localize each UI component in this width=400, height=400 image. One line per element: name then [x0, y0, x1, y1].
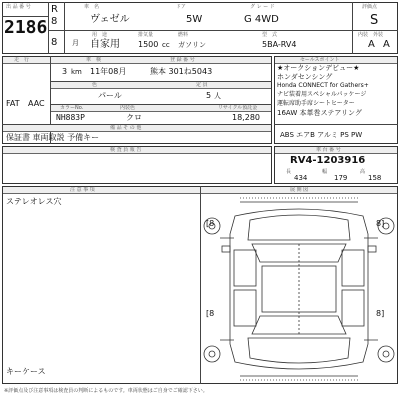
grade: G 4WD: [244, 14, 279, 25]
exterior-grade: A: [383, 39, 390, 50]
interior-grade: A: [368, 39, 375, 50]
price: 18,280: [232, 113, 260, 122]
mileage: 3: [62, 67, 68, 76]
length: 434: [294, 174, 308, 182]
sales-point-item: Honda CONNECT for Gathers+: [277, 82, 369, 89]
auction-sheet: 出 品 番 号 2186 R 8 8 月 車 名 ドア グ レ ー ド 評価点 ヴェゼル 5W G 4WD S 用 途 排気量 燃料 型 式 内装 外装 自家用 1500 cc ガソリン 5BA-RV4 A A 走 行 車 検 登 録 番 号 3 km 11年08月 熊本 301ね5043 色 定 員 FAT AAC パール 5 人 カラーNo. 内装色 リサイクル預託金 NH883P クロ 18,280 備 品 そ の 他 保証書 車両取説 予備キー セールスポイント ★オークションデビュー★ ホンダセンシング Honda CONNECT for Gathers+ ナビ装着用スペシャルパッケージ 運転席助手席シートヒーター 16AW 本革巻ステアリング ABS エアB アルミ PS PW 検 査 員 報 告 車 台 番 号 RV4-1203916 長 434 幅 179 高 158 注 意 事 項 展 開 図 ステレオレス穴 キーケース [8 8] [8 8] ※評価点及び注意事項は検査員の判断によるものです。車両状態はご自身でご確認下さい。: [0, 0, 400, 400]
shift: FAT: [6, 99, 20, 108]
remark-bottom: キーケース: [6, 367, 46, 376]
sales-point-item: 運転席助手席シートヒーター: [277, 100, 355, 107]
documents: 保証書 車両取説 予備キー: [6, 133, 100, 142]
model-code: 5BA-RV4: [262, 40, 297, 49]
color: パール: [98, 91, 122, 100]
damage-mark: [8: [206, 309, 215, 318]
capacity-unit: 人: [214, 92, 221, 100]
displacement-unit: cc: [162, 41, 170, 49]
score: S: [370, 13, 379, 28]
sales-point-item: ナビ装着用スペシャルパッケージ: [277, 91, 367, 98]
year-number: 8: [51, 16, 58, 27]
footer-note: ※評価点及び注意事項は検査員の判断によるものです。車両状態はご自身でご確認下さい。: [4, 388, 208, 394]
usage: 自家用: [90, 39, 120, 50]
doors: 5W: [186, 14, 203, 25]
plate: 熊本 301ね5043: [150, 67, 213, 76]
damage-mark: 8]: [376, 309, 385, 318]
remark-top: ステレオレス穴: [6, 197, 62, 206]
equipment-extras: ABS エアB アルミ PS PW: [280, 131, 363, 139]
capacity: 5: [206, 91, 212, 100]
color-code: NH883P: [56, 113, 85, 122]
ac: AAC: [28, 99, 45, 108]
displacement: 1500: [138, 40, 159, 49]
height: 158: [368, 174, 382, 182]
mileage-unit: km: [71, 68, 82, 76]
width: 179: [334, 174, 348, 182]
month: 8: [51, 37, 58, 48]
vehicle-name: ヴェゼル: [90, 14, 130, 25]
year-letter: R: [51, 4, 58, 15]
damage-mark: [8: [206, 219, 215, 228]
fuel: ガソリン: [178, 41, 206, 49]
sales-point-item: ★オークションデビュー★: [277, 64, 360, 72]
inspection: 11年08月: [90, 67, 127, 76]
sales-point-item: 16AW 本革巻ステアリング: [277, 109, 362, 117]
chassis-number: RV4-1203916: [290, 155, 366, 166]
car-diagram: [200, 194, 398, 384]
trim: クロ: [126, 113, 142, 122]
month-unit: 月: [72, 39, 79, 47]
damage-mark: 8]: [376, 219, 385, 228]
lot-number: 2186: [4, 17, 48, 38]
sales-point-item: ホンダセンシング: [277, 73, 333, 81]
